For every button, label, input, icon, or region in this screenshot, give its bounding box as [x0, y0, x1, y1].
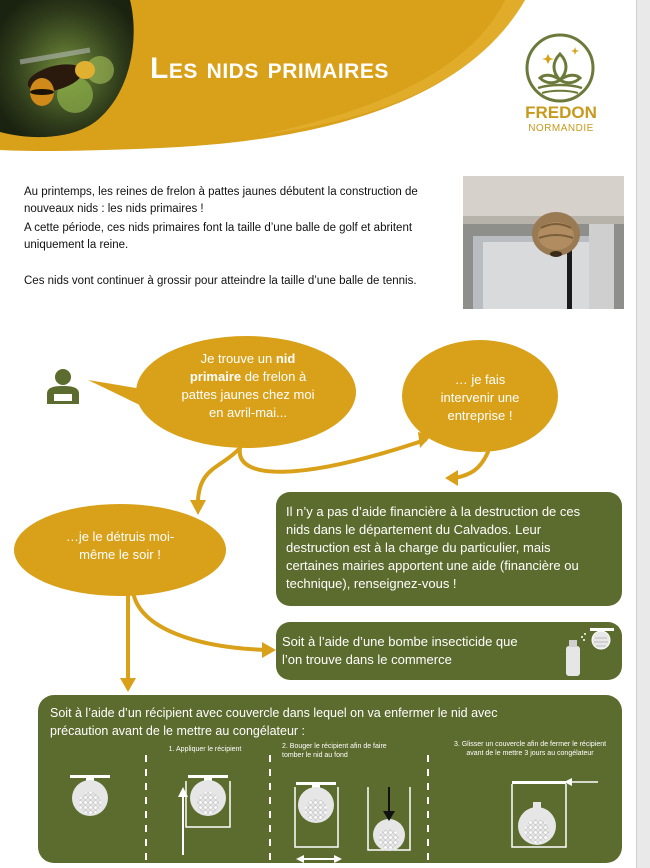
scrollbar[interactable] [636, 0, 650, 868]
nest-photo [463, 176, 624, 309]
step-3-label: 3. Glisser un couvercle afin de fermer le récipient avant de le mettre 3 jours au congélateur [453, 741, 607, 757]
aid-text: Il n’y a pas d’aide financière à la destruction de ces nids dans le département du Calvados. Leur destruction est à la charge du particulier, mais certaines mairies apportent une aide (financière ou technique), renseignez-vous ! [286, 504, 581, 591]
spray-can-icon [560, 626, 616, 678]
step-2-label: 2. Bouger le récipient afin de faire tomber le nid au fond [282, 743, 387, 759]
spray-text: Soit à l’aide d’une bombe insecticide que l’on trouve dans le commerce [282, 634, 518, 667]
bubble-company-text: … je fais intervenir une entreprise ! [440, 372, 520, 423]
hornet-photo [0, 0, 140, 140]
bubble-self-text: …je le détruis moi- même le soir ! [65, 529, 175, 562]
intro-paragraph-2: A cette période, ces nids primaires font la taille d’une balle de golf et abritent uniquement la reine. [24, 222, 413, 251]
person-icon [44, 366, 84, 406]
intro-paragraph-1: Au printemps, les reines de frelon à pattes jaunes débutent la construction de nouveaux nids : les nids primaires ! [24, 186, 418, 215]
bubble-main-text: Je trouve un nid primaire de frelon à pattes jaunes chez moi en avril-mai... [181, 351, 315, 420]
logo-name: FREDON [525, 103, 597, 122]
container-text: Soit à l’aide d’un récipient avec couvercle dans lequel on va enfermer le nid avec précaution avant de le mettre au congélateur : [50, 706, 498, 738]
logo-region: NORMANDIE [528, 123, 594, 134]
nest-icon [70, 775, 110, 816]
fredon-logo-icon [524, 32, 596, 104]
container-steps-illustration [38, 695, 622, 863]
page-title: Les nids primaires [150, 52, 389, 85]
intro-paragraph-3: Ces nids vont continuer à grossir pour atteindre la taille d’une balle de tennis. [24, 275, 417, 287]
step-1-label: 1. Appliquer le récipient [168, 746, 242, 753]
